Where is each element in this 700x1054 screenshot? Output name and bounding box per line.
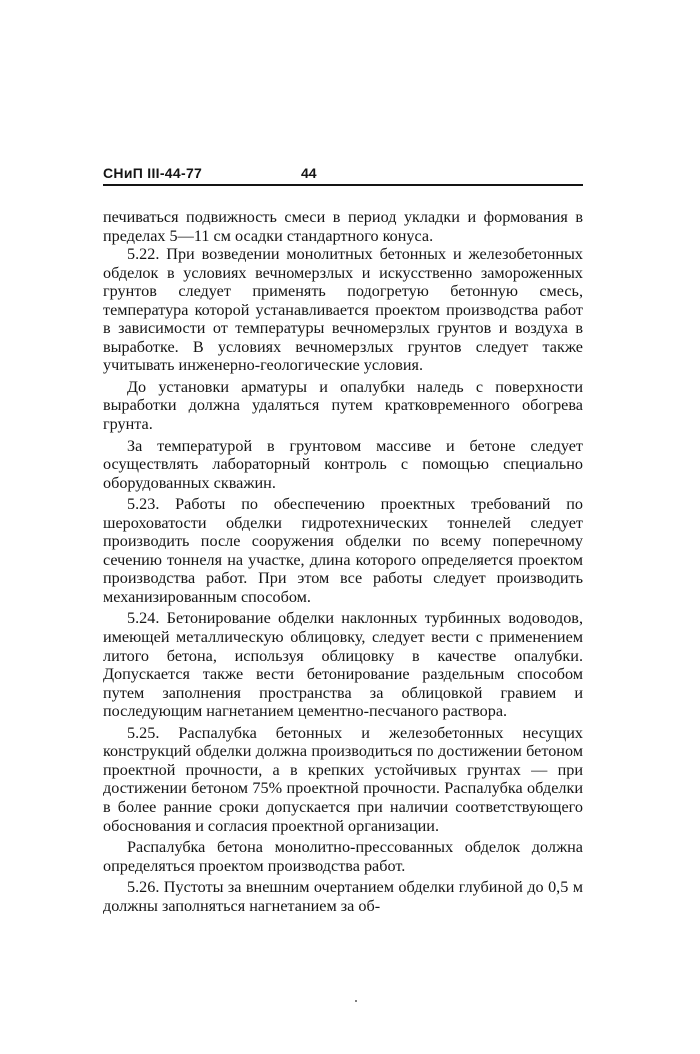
page-number: 44 <box>301 165 317 181</box>
paragraph-stripping-pressed <box>103 838 583 875</box>
paragraph-text: Работы по обеспечению проектных требований по шероховатости обделки гидротехнических тоннелей следует производить после сооружения обделки по всему поперечному сечению тоннеля на участке, длина которого определяется проектом производства работ. При этом все работы следует производить механизированным способом. <box>103 495 583 606</box>
paragraph-text: До установки арматуры и опалубки наледь с поверхности выработки должна удаляться путем кратковременного обогрева грунта. <box>103 377 583 434</box>
section-number: 5.26. <box>127 878 160 897</box>
paragraph-5-25 <box>103 724 583 835</box>
paragraph-text: Распалубка бетонных и железобетонных несущих конструкций обделки должна производиться по достижении бетоном проектной прочности, а в крепких устойчивых грунтах — при достижении бетоном 75% проектной прочности. Распалубка обделки в более ранние сроки допускается при наличии соответствующего обоснования и согласия проектной организации. <box>103 723 583 835</box>
paragraph-ice-removal <box>103 378 583 434</box>
document-page <box>103 160 583 915</box>
paragraph-text: Распалубка бетона монолитно-прессованных обделок должна определяться проектом производства работ. <box>103 838 583 875</box>
paragraph-5-26 <box>103 878 583 915</box>
print-speck <box>355 1000 357 1002</box>
section-number: 5.23. <box>127 495 160 514</box>
section-number: 5.25. <box>127 723 160 742</box>
paragraph-text: За температурой в грунтовом массиве и бетоне следует осуществлять лабораторный контроль с помощью специально оборудованных скважин. <box>103 436 583 492</box>
section-number: 5.22. <box>127 245 160 264</box>
paragraph-text: При возведении монолитных бетонных и железобетонных обделок в условиях вечномерзлых и искусственно замороженных грунтов следует применять подогретую бетонную смесь, температура которой устанавливается проектом производства работ в зависимости от температуры вечномерзлых грунтов и воздуха в выработке. В условиях вечномерзлых грунтов следует также учитывать инженерно-геологические условия. <box>103 245 583 375</box>
paragraph-5-24 <box>103 609 583 720</box>
paragraph-temperature-control <box>103 437 583 493</box>
paragraph-text: Бетонирование обделки наклонных турбинных водоводов, имеющей металлическую облицовку, следует вести с применением литого бетона, используя облицовку в качестве опалубки. Допускается также вести бетонирование раздельным способом путем заполнения пространства за облицовкой гравием и последующим нагнетанием цементно-песчаного раствора. <box>103 609 583 721</box>
document-body <box>103 208 583 915</box>
paragraph-text: печиваться подвижность смеси в период укладки и формования в пределах 5—11 см осадки стандартного конуса. <box>103 208 583 245</box>
paragraph-5-23 <box>103 495 583 606</box>
paragraph-text: Пустоты за внешним очертанием обделки глубиной до 0,5 м должны заполняться нагнетанием за об- <box>103 878 583 915</box>
page-header <box>103 160 583 186</box>
paragraph-5-22 <box>103 245 583 375</box>
paragraph-continuation <box>103 208 583 245</box>
document-code: СНиП III-44-77 <box>103 165 203 181</box>
section-number: 5.24. <box>127 609 160 628</box>
